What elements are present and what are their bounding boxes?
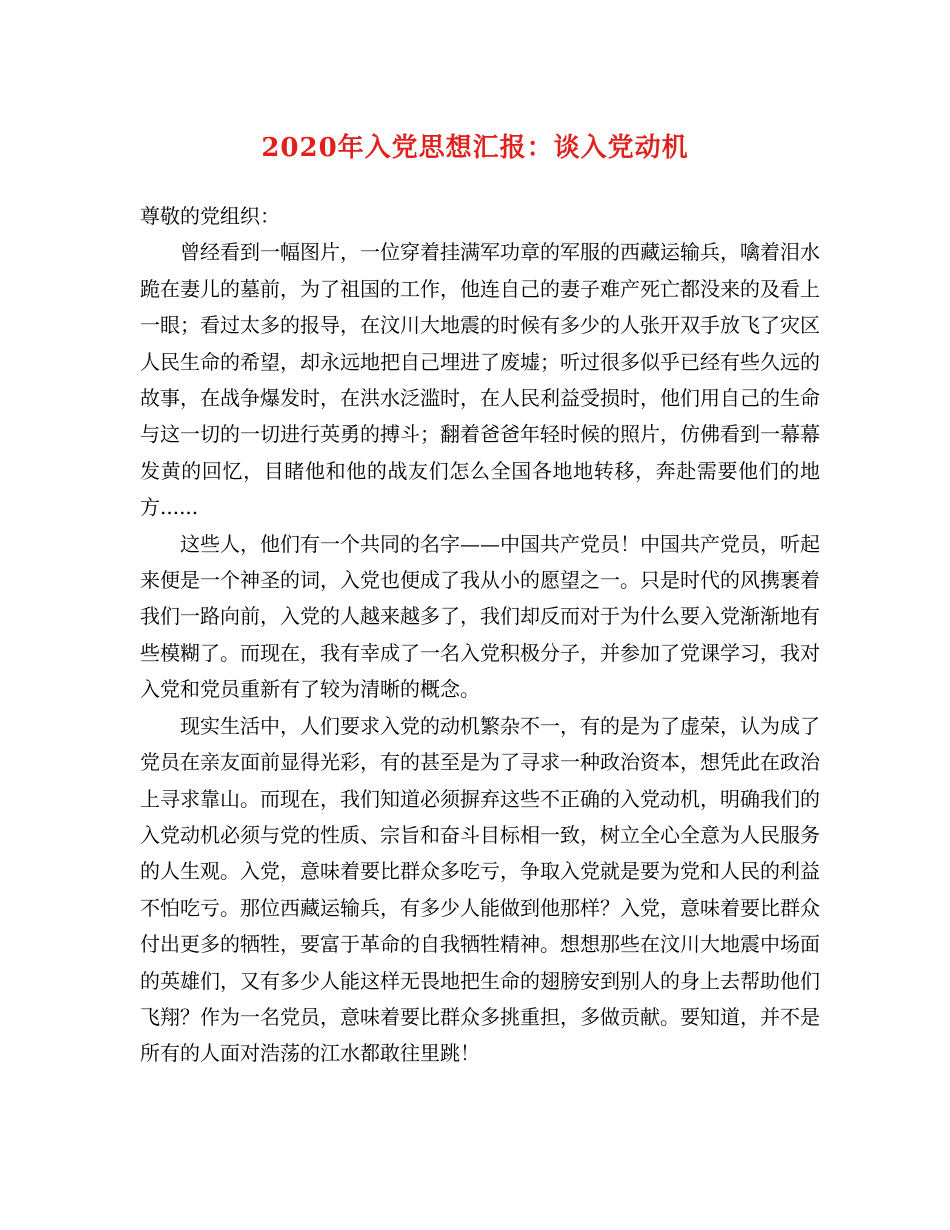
salutation: 尊敬的党组织： [140,204,280,228]
document-body [140,198,820,1072]
paragraph-2: 这些人，他们有一个共同的名字——中国共产党员！中国共产党员，听起来便是一个神圣的词，入党也便成了我从小的愿望之一。只是时代的风携裹着我们一路向前，入党的人越来越多了，我们却反而对于为什么要入党渐渐地有些模糊了。而现在，我有幸成了一名入党积极分子，并参加了党课学习，我对入党和党员重新有了较为清晰的概念。 [140,531,820,702]
document-title: 2020年入党思想汇报：谈入党动机 [261,133,689,163]
paragraph-3: 现实生活中，人们要求入党的动机繁杂不一，有的是为了虚荣，认为成了党员在亲友面前显得光彩，有的甚至是为了寻求一种政治资本，想凭此在政治上寻求靠山。而现在，我们知道必须摒弃这些不正确的入党动机，明确我们的入党动机必须与党的性质、宗旨和奋斗目标相一致，树立全心全意为人民服务的人生观。入党，意味着要比群众多吃亏，争取入党就是要为党和人民的利益不怕吃亏。那位西藏运输兵，有多少人能做到他那样？入党，意味着要比群众付出更多的牺牲，要富于革命的自我牺牲精神。想想那些在汶川大地震中场面的英雄们，又有多少人能这样无畏地把生命的翅膀安到别人的身上去帮助他们飞翔？作为一名党员，意味着要比群众多挑重担，多做贡献。要知道，并不是所有的人面对浩荡的江水都敢往里跳！ [140,713,820,1066]
paragraph-1: 曾经看到一幅图片，一位穿着挂满军功章的军服的西藏运输兵，噙着泪水跪在妻儿的墓前，为了祖国的工作，他连自己的妻子难产死亡都没来的及看上一眼；看过太多的报导，在汶川大地震的时候有多少的人张开双手放飞了灾区人民生命的希望，却永远地把自己埋进了废墟；听过很多似乎已经有些久远的故事，在战争爆发时，在洪水泛滥时，在人民利益受损时，他们用自己的生命与这一切的一切进行英勇的搏斗；翻着爸爸年轻时候的照片，仿佛看到一幕幕发黄的回忆，目睹他和他的战友们怎么全国各地地转移，奔赴需要他们的地方...... [140,240,820,520]
